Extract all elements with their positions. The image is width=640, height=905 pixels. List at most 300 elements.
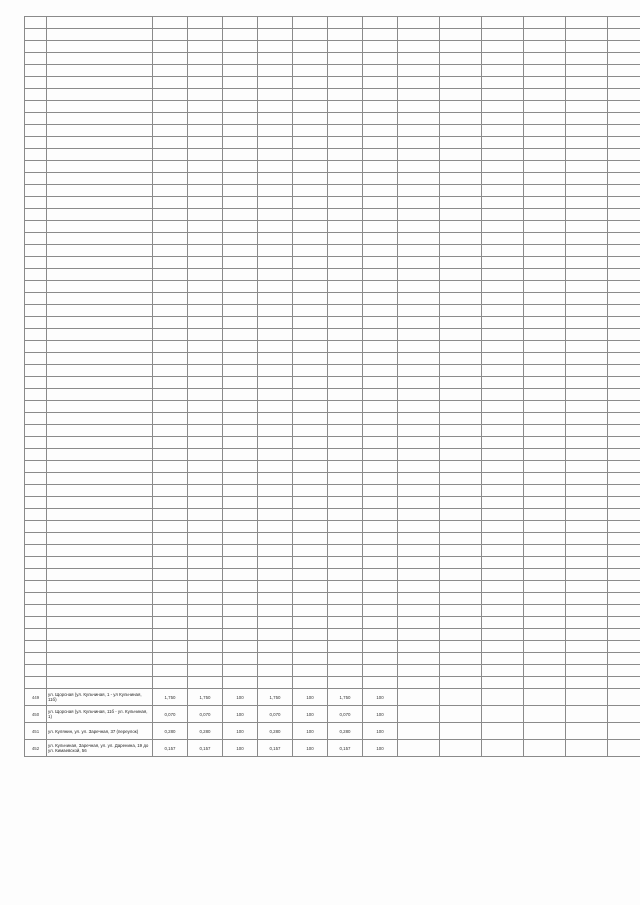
empty-cell [608, 389, 640, 401]
cell-value [188, 425, 223, 437]
street-name [47, 53, 153, 65]
empty-cell [398, 281, 440, 293]
empty-cell [608, 317, 640, 329]
cell-value [188, 413, 223, 425]
empty-cell [566, 125, 608, 137]
cell-value [258, 173, 293, 185]
cell-value [363, 629, 398, 641]
cell-value [328, 365, 363, 377]
cell-value [188, 137, 223, 149]
empty-cell [524, 173, 566, 185]
empty-cell [482, 533, 524, 545]
empty-cell [608, 353, 640, 365]
table-row [25, 113, 640, 125]
table-row [25, 581, 640, 593]
empty-cell [608, 401, 640, 413]
table-row [25, 17, 640, 29]
cell-value [293, 77, 328, 89]
cell-value [153, 329, 188, 341]
cell-value [293, 317, 328, 329]
cell-value [363, 329, 398, 341]
cell-value [223, 665, 258, 677]
row-number [25, 629, 47, 641]
cell-value [363, 41, 398, 53]
cell-value [363, 593, 398, 605]
cell-value [153, 629, 188, 641]
empty-cell [566, 449, 608, 461]
cell-value [328, 557, 363, 569]
empty-cell [398, 65, 440, 77]
empty-cell [398, 149, 440, 161]
cell-value [188, 449, 223, 461]
empty-cell [524, 545, 566, 557]
cell-value [153, 197, 188, 209]
row-number [25, 353, 47, 365]
cell-value [328, 233, 363, 245]
cell-value [188, 233, 223, 245]
empty-cell [482, 17, 524, 29]
empty-cell [608, 329, 640, 341]
cell-value [363, 389, 398, 401]
table-row [25, 437, 640, 449]
cell-value [363, 113, 398, 125]
empty-cell [566, 569, 608, 581]
cell-value [258, 41, 293, 53]
empty-cell [566, 149, 608, 161]
empty-cell [440, 185, 482, 197]
cell-value [293, 245, 328, 257]
cell-value [293, 401, 328, 413]
table-row [25, 665, 640, 677]
cell-value [293, 641, 328, 653]
cell-value [328, 149, 363, 161]
cell-value [153, 17, 188, 29]
empty-cell [608, 740, 640, 757]
cell-value [293, 221, 328, 233]
cell-value [363, 497, 398, 509]
street-name [47, 197, 153, 209]
empty-cell [524, 281, 566, 293]
row-number [25, 605, 47, 617]
empty-cell [482, 233, 524, 245]
empty-cell [440, 29, 482, 41]
empty-cell [524, 53, 566, 65]
empty-cell [440, 437, 482, 449]
cell-value [188, 65, 223, 77]
empty-cell [482, 641, 524, 653]
empty-cell [608, 149, 640, 161]
cell-value: 0,070 [258, 706, 293, 723]
empty-cell [398, 41, 440, 53]
cell-value [188, 29, 223, 41]
cell-value [293, 17, 328, 29]
empty-cell [482, 113, 524, 125]
cell-value [328, 245, 363, 257]
table-row [25, 377, 640, 389]
street-name [47, 629, 153, 641]
cell-value [223, 77, 258, 89]
cell-value [223, 557, 258, 569]
cell-value [188, 605, 223, 617]
cell-value [328, 677, 363, 689]
cell-value [153, 305, 188, 317]
cell-value [223, 365, 258, 377]
cell-value [223, 41, 258, 53]
cell-value [328, 269, 363, 281]
row-number: 451 [25, 723, 47, 740]
cell-value [328, 605, 363, 617]
cell-value [223, 473, 258, 485]
table-row [25, 341, 640, 353]
cell-value: 0,157 [188, 740, 223, 757]
cell-value [328, 389, 363, 401]
table-row [25, 197, 640, 209]
empty-cell [566, 221, 608, 233]
cell-value [258, 305, 293, 317]
cell-value [223, 569, 258, 581]
cell-value [153, 653, 188, 665]
empty-cell [608, 677, 640, 689]
empty-cell [440, 401, 482, 413]
empty-cell [398, 173, 440, 185]
cell-value [188, 341, 223, 353]
cell-value: 100 [293, 723, 328, 740]
row-number [25, 341, 47, 353]
empty-cell [398, 293, 440, 305]
cell-value [363, 125, 398, 137]
cell-value [223, 353, 258, 365]
empty-cell [398, 665, 440, 677]
cell-value [293, 149, 328, 161]
cell-value [188, 185, 223, 197]
empty-cell [608, 641, 640, 653]
cell-value [153, 413, 188, 425]
cell-value [258, 473, 293, 485]
cell-value [328, 317, 363, 329]
cell-value [153, 521, 188, 533]
cell-value [153, 53, 188, 65]
empty-cell [482, 509, 524, 521]
cell-value [153, 257, 188, 269]
cell-value [153, 605, 188, 617]
empty-cell [566, 17, 608, 29]
empty-cell [398, 341, 440, 353]
table-body [25, 17, 640, 757]
cell-value [223, 413, 258, 425]
empty-cell [524, 185, 566, 197]
cell-value [188, 209, 223, 221]
street-name [47, 437, 153, 449]
empty-cell [482, 723, 524, 740]
cell-value [293, 377, 328, 389]
empty-cell [566, 425, 608, 437]
street-name [47, 77, 153, 89]
cell-value [328, 437, 363, 449]
cell-value: 100 [293, 740, 328, 757]
empty-cell [440, 557, 482, 569]
empty-cell [608, 497, 640, 509]
empty-cell [608, 461, 640, 473]
street-name [47, 221, 153, 233]
cell-value: 100 [223, 723, 258, 740]
cell-value [328, 629, 363, 641]
empty-cell [566, 557, 608, 569]
cell-value [328, 329, 363, 341]
cell-value [363, 209, 398, 221]
empty-cell [440, 641, 482, 653]
table-row [25, 41, 640, 53]
empty-cell [482, 365, 524, 377]
row-number [25, 413, 47, 425]
empty-cell [440, 449, 482, 461]
table-row [25, 413, 640, 425]
cell-value [188, 545, 223, 557]
cell-value [188, 665, 223, 677]
street-name: ул. Щорсная (ул. Кульчиная, 1 - ул Кульчиная, 11б) [47, 689, 153, 706]
cell-value [328, 125, 363, 137]
table-row [25, 317, 640, 329]
cell-value [188, 485, 223, 497]
empty-cell [440, 209, 482, 221]
cell-value [363, 149, 398, 161]
cell-value [258, 149, 293, 161]
empty-cell [608, 185, 640, 197]
empty-cell [566, 617, 608, 629]
empty-cell [482, 569, 524, 581]
street-name [47, 413, 153, 425]
street-name: ул. Щорсная (ул. Кульчиная, 11б - ул. Кульчиная, 1) [47, 706, 153, 723]
empty-cell [440, 377, 482, 389]
cell-value [363, 245, 398, 257]
empty-cell [440, 509, 482, 521]
street-name [47, 569, 153, 581]
empty-cell [524, 723, 566, 740]
empty-cell [524, 77, 566, 89]
empty-cell [482, 437, 524, 449]
street-name [47, 605, 153, 617]
cell-value [258, 593, 293, 605]
cell-value [153, 161, 188, 173]
empty-cell [524, 389, 566, 401]
cell-value [153, 185, 188, 197]
cell-value: 0,157 [153, 740, 188, 757]
empty-cell [608, 29, 640, 41]
cell-value: 1,750 [258, 689, 293, 706]
table-row [25, 557, 640, 569]
cell-value [293, 269, 328, 281]
empty-cell [398, 557, 440, 569]
cell-value [258, 389, 293, 401]
empty-cell [398, 365, 440, 377]
cell-value [328, 413, 363, 425]
empty-cell [398, 461, 440, 473]
empty-cell [608, 209, 640, 221]
cell-value [293, 185, 328, 197]
cell-value: 100 [223, 740, 258, 757]
empty-cell [440, 521, 482, 533]
street-name [47, 449, 153, 461]
cell-value [223, 461, 258, 473]
row-number [25, 113, 47, 125]
cell-value [363, 485, 398, 497]
cell-value [223, 305, 258, 317]
empty-cell [566, 53, 608, 65]
cell-value [188, 89, 223, 101]
cell-value: 100 [363, 723, 398, 740]
empty-cell [398, 605, 440, 617]
table-row [25, 629, 640, 641]
cell-value: 0,157 [328, 740, 363, 757]
row-number [25, 485, 47, 497]
cell-value [328, 617, 363, 629]
cell-value [258, 485, 293, 497]
cell-value [328, 401, 363, 413]
street-name [47, 389, 153, 401]
empty-cell [566, 461, 608, 473]
cell-value [363, 521, 398, 533]
cell-value [258, 557, 293, 569]
empty-cell [440, 257, 482, 269]
empty-cell [566, 377, 608, 389]
cell-value [258, 257, 293, 269]
row-number [25, 161, 47, 173]
cell-value [258, 353, 293, 365]
cell-value [328, 77, 363, 89]
cell-value [293, 473, 328, 485]
empty-cell [608, 425, 640, 437]
cell-value [363, 449, 398, 461]
cell-value [293, 605, 328, 617]
empty-cell [566, 509, 608, 521]
row-number [25, 89, 47, 101]
cell-value [293, 113, 328, 125]
empty-cell [524, 557, 566, 569]
cell-value [153, 545, 188, 557]
street-name [47, 641, 153, 653]
cell-value [188, 305, 223, 317]
cell-value [293, 53, 328, 65]
cell-value [153, 473, 188, 485]
cell-value: 0,280 [328, 723, 363, 740]
cell-value [153, 245, 188, 257]
empty-cell [608, 629, 640, 641]
empty-cell [440, 77, 482, 89]
cell-value [188, 581, 223, 593]
cell-value [223, 329, 258, 341]
empty-cell [566, 197, 608, 209]
empty-cell [524, 401, 566, 413]
cell-value [223, 17, 258, 29]
cell-value [188, 17, 223, 29]
cell-value [188, 521, 223, 533]
empty-cell [398, 77, 440, 89]
empty-cell [608, 341, 640, 353]
cell-value [153, 29, 188, 41]
cell-value [188, 53, 223, 65]
table-row [25, 365, 640, 377]
empty-cell [398, 113, 440, 125]
cell-value [223, 89, 258, 101]
empty-cell [440, 677, 482, 689]
cell-value [258, 521, 293, 533]
row-number [25, 377, 47, 389]
cell-value [188, 557, 223, 569]
empty-cell [482, 629, 524, 641]
empty-cell [398, 377, 440, 389]
cell-value [153, 557, 188, 569]
row-number [25, 197, 47, 209]
empty-cell [398, 125, 440, 137]
empty-cell [608, 305, 640, 317]
empty-cell [524, 65, 566, 77]
cell-value [258, 605, 293, 617]
cell-value [293, 365, 328, 377]
cell-value [258, 209, 293, 221]
empty-cell [440, 341, 482, 353]
cell-value [328, 17, 363, 29]
cell-value [258, 497, 293, 509]
cell-value [153, 281, 188, 293]
cell-value [293, 137, 328, 149]
table-row [25, 221, 640, 233]
cell-value [188, 473, 223, 485]
table-row [25, 509, 640, 521]
empty-cell [398, 617, 440, 629]
empty-cell [524, 137, 566, 149]
empty-cell [440, 53, 482, 65]
cell-value [153, 485, 188, 497]
table-row [25, 209, 640, 221]
empty-cell [482, 353, 524, 365]
cell-value [188, 161, 223, 173]
row-number [25, 617, 47, 629]
cell-value [223, 545, 258, 557]
row-number [25, 509, 47, 521]
cell-value [363, 281, 398, 293]
cell-value [328, 545, 363, 557]
cell-value [153, 125, 188, 137]
street-name [47, 101, 153, 113]
cell-value [188, 617, 223, 629]
street-name [47, 209, 153, 221]
cell-value [223, 293, 258, 305]
cell-value [258, 89, 293, 101]
empty-cell [524, 17, 566, 29]
cell-value [363, 569, 398, 581]
cell-value [363, 317, 398, 329]
empty-cell [398, 197, 440, 209]
cell-value [363, 293, 398, 305]
empty-cell [524, 581, 566, 593]
cell-value [293, 509, 328, 521]
empty-cell [524, 605, 566, 617]
cell-value [188, 329, 223, 341]
cell-value: 0,280 [153, 723, 188, 740]
cell-value [293, 437, 328, 449]
row-number [25, 281, 47, 293]
empty-cell [524, 665, 566, 677]
cell-value [363, 101, 398, 113]
empty-cell [566, 533, 608, 545]
cell-value [223, 593, 258, 605]
row-number: 449 [25, 689, 47, 706]
table-row [25, 125, 640, 137]
empty-cell [608, 89, 640, 101]
cell-value [328, 449, 363, 461]
empty-cell [608, 569, 640, 581]
empty-cell [440, 149, 482, 161]
street-name [47, 533, 153, 545]
